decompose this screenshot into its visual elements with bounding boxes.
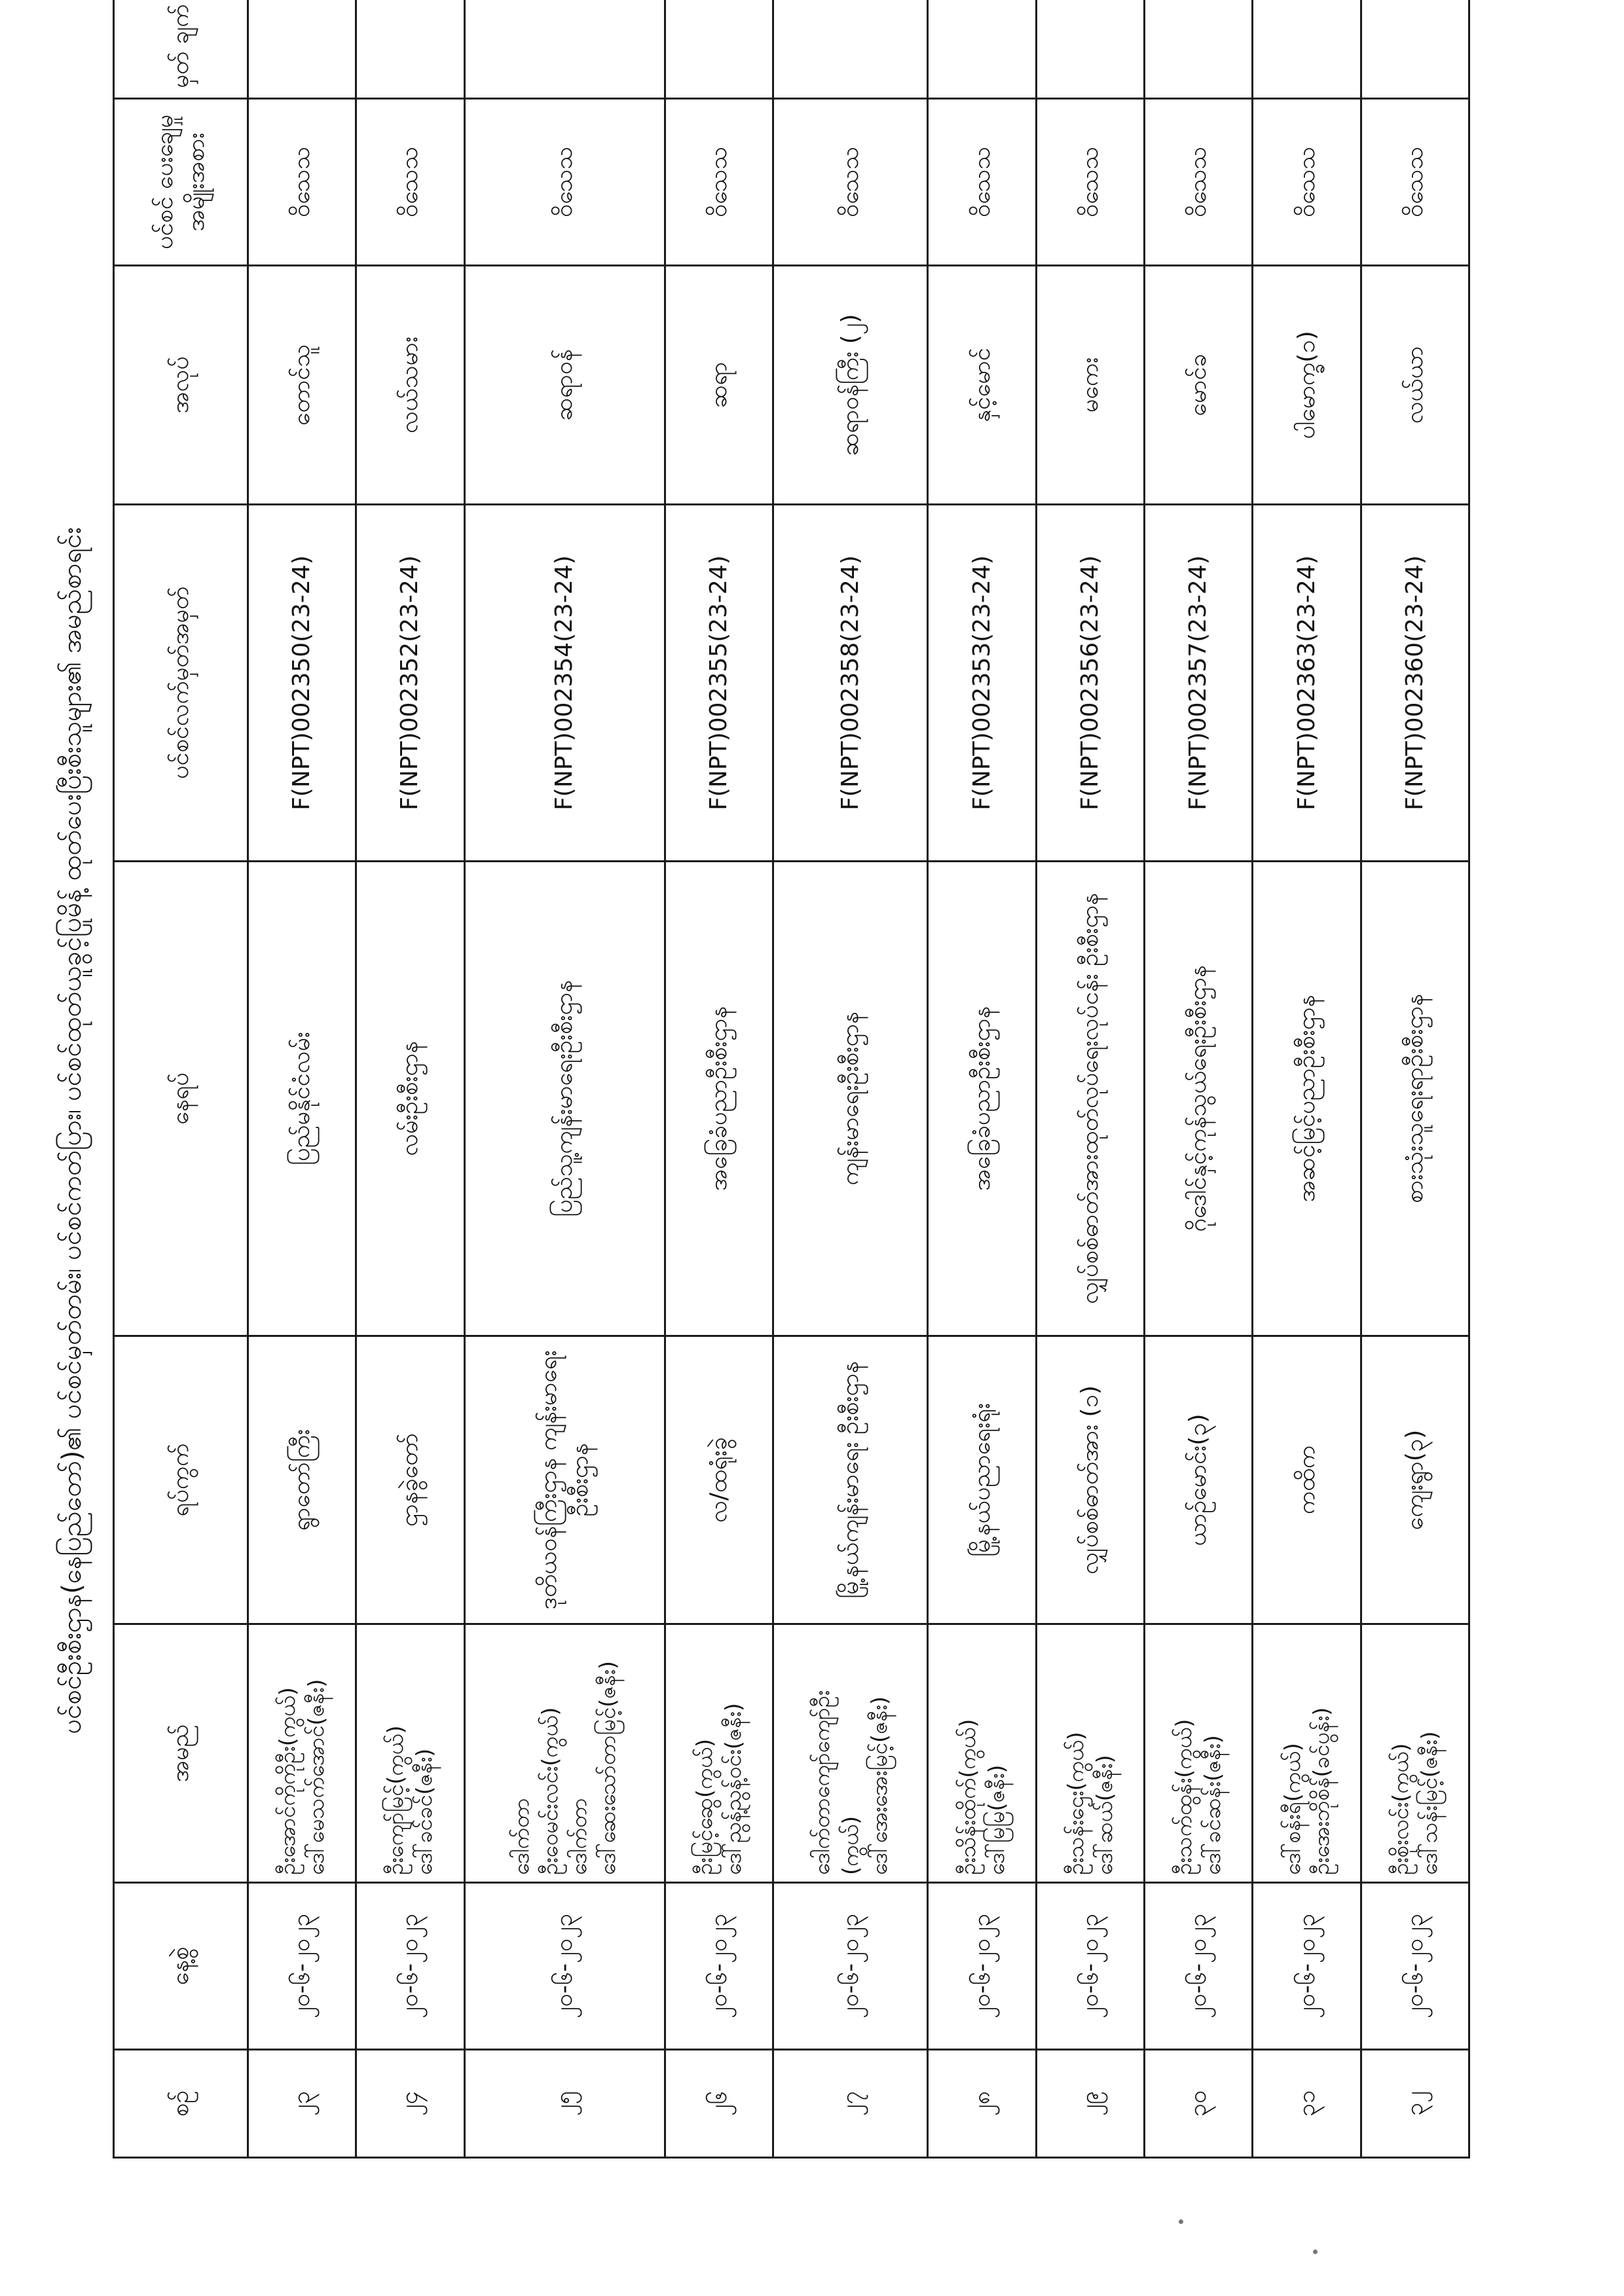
cell-date: ၂၀-၆-၂၀၂၃ [1361, 1883, 1469, 2050]
cell-no: ၂၅ [464, 2050, 665, 2158]
cell-name [1253, 1624, 1361, 1883]
table-row [356, 0, 464, 2158]
table-row [1253, 0, 1361, 2158]
cell-code: F(NPT)002352(23-24) [356, 505, 464, 862]
cell-no: ၂၉ [1036, 2050, 1144, 2158]
cell-ward: ရွာတော်ကြီး [248, 1336, 356, 1624]
table-body [248, 0, 1469, 2158]
cell-trade: မောင်ခ [1145, 266, 1253, 505]
cell-ward: လျှပ်စစ်ဓာတ်အား (၁) [1036, 1336, 1144, 1624]
header-period: ပင်စင် ပေးချေမှုအမျိုးအစား [114, 99, 248, 266]
cell-ward: ကထိက [1253, 1336, 1361, 1624]
cell-period: ဝိသေသ [665, 99, 773, 266]
person-name: (ကွယ်) [837, 1815, 863, 1875]
cell-no: ၃၀ [1145, 2050, 1253, 2158]
header-date: နေ့စွဲ [114, 1883, 248, 2050]
cell-address: ကျန်းမာရေးဦးစီးဌာန [773, 862, 928, 1336]
cell-remark [356, 0, 464, 99]
cell-date: ၂၀-၆-၂၀၂၃ [928, 1883, 1036, 2050]
header-ward: ရပ်ကွက် [114, 1336, 248, 1624]
cell-period: ဝိသေသ [248, 99, 356, 266]
cell-code: F(NPT)002358(23-24) [773, 505, 928, 862]
cell-remark [665, 0, 773, 99]
person-name: ဒေါ်ဆေးသော်တာမြင့်(ဇနီး) [595, 1661, 621, 1875]
cell-remark [1253, 0, 1361, 99]
cell-period: ဝိသေသ [1253, 99, 1361, 266]
person-name: ဒေါ်အေးအေးမြင့်(ဇနီး) [866, 1696, 892, 1875]
cell-code: F(NPT)002356(23-24) [1036, 505, 1144, 862]
cell-period: ဝိသေသ [773, 99, 928, 266]
cell-trade: မကေး [1036, 266, 1144, 505]
cell-remark [248, 0, 356, 99]
person-name: ဒေါ်ညွန့်ညွန့်ဝင်း(ဇနီး) [720, 1703, 747, 1875]
person-name: ဒေါက်တာ [566, 1798, 592, 1875]
person-name: ဒေါ်မေသက်အောင်(ဇနီး) [303, 1679, 329, 1875]
person-name: ဦးမြင့်ဆွေ(ကွယ်) [692, 1739, 718, 1875]
cell-date: ၂၀-၆-၂၀၂၃ [248, 1883, 356, 2050]
table-header-row [114, 0, 248, 2158]
person-name: ဦးသိန်းထိုက်(ကွယ်) [954, 1719, 980, 1875]
cell-trade: ဆရာ [665, 266, 773, 505]
cell-trade: တောင်သူ [248, 266, 356, 505]
cell-name [356, 1624, 464, 1883]
cell-date: ၂၀-၆-၂၀၂၃ [1145, 1883, 1253, 2050]
header-name: အမည် [114, 1624, 248, 1883]
scan-speck [1313, 2250, 1318, 2254]
cell-period: ဝိသေသ [356, 99, 464, 266]
cell-code: F(NPT)002350(23-24) [248, 505, 356, 862]
cell-period: ဝိသေသ [1036, 99, 1144, 266]
person-name: ဒေါက်တာ [508, 1798, 534, 1875]
cell-date: ၂၀-၆-၂၀၂၃ [356, 1883, 464, 2050]
cell-name [773, 1624, 928, 1883]
cell-date: ၂၀-၆-၂၀၂၃ [464, 1883, 665, 2050]
header-address: နေရပ် [114, 862, 248, 1336]
cell-ward: ကျေးရွာ(၃) [1361, 1336, 1469, 1624]
cell-remark [1361, 0, 1469, 99]
cell-address: ဂိုဒေါင်နှင့်ကုန်သွယ်ရေးဦးစီးဌာန [1145, 862, 1253, 1336]
pension-register-table [113, 0, 1470, 2159]
cell-no: ၂၈ [928, 2050, 1036, 2158]
table-row [248, 0, 356, 2158]
cell-trade: ပါမောက္ခ(၁) [1253, 266, 1361, 505]
person-name: ဒေါ်စန်းရီ(ကွယ်) [1279, 1743, 1305, 1875]
cell-no: ၂၆ [665, 2050, 773, 2158]
header-no: စဉ် [114, 2050, 248, 2158]
cell-no: ၂၃ [248, 2050, 356, 2158]
table-row [1036, 0, 1144, 2158]
cell-address: အခြေခံပညာဦးစီးဌာန [928, 862, 1036, 1336]
cell-trade: လယ်ယာ [1361, 266, 1469, 505]
cell-period: ဝိသေသ [1361, 99, 1469, 266]
scan-speck [1179, 2219, 1183, 2224]
cell-ward: ယာဉ်မောင်း(၃) [1145, 1336, 1253, 1624]
table-row [464, 0, 665, 2158]
table-row [1145, 0, 1253, 2158]
cell-name [1145, 1624, 1253, 1883]
cell-code: F(NPT)002355(23-24) [665, 505, 773, 862]
cell-trade: ဆရာဝန်ကြီး (၂) [773, 266, 928, 505]
cell-code: F(NPT)002353(23-24) [928, 505, 1036, 862]
cell-date: ၂၀-၆-၂၀၂၃ [1036, 1883, 1144, 2050]
cell-remark [928, 0, 1036, 99]
cell-ward: မြို့နယ်ကျန်းမာရေး ဦးစီးဌာန [773, 1336, 928, 1624]
cell-no: ၂၇ [773, 2050, 928, 2158]
cell-period: ဝိသေသ [928, 99, 1036, 266]
person-name: ဒေါ်ဆယ်(ဇနီး) [1091, 1755, 1117, 1875]
person-name: ဦးအေးဘိုစိန်(ခင်ပွန်း) [1308, 1707, 1334, 1875]
cell-no: ၃၂ [1361, 2050, 1469, 2158]
cell-address: ပြည်မနိုင်ငံလမ်း [248, 862, 356, 1336]
cell-name [248, 1624, 356, 1883]
cell-name [1036, 1624, 1144, 1883]
person-name: ဒေါ်ခင်ခင်(ဇနီး) [411, 1748, 437, 1875]
cell-period: ဝိသေသ [464, 99, 665, 266]
cell-name [665, 1624, 773, 1883]
table-row [1361, 0, 1469, 2158]
person-name: ဦးသက်ထွန်း(ကွယ်) [1171, 1719, 1197, 1875]
cell-period: ဝိသေသ [1145, 99, 1253, 266]
cell-no: ၂၄ [356, 2050, 464, 2158]
cell-no: ၃၁ [1253, 2050, 1361, 2158]
cell-trade: ဆရာဝန် [464, 266, 665, 505]
person-name: ဦးကျော်မြင့်(ကွယ်) [382, 1725, 409, 1875]
table-row [665, 0, 773, 2158]
document-title: ပင်စင်ဦးစီးဌာန(နေပြည်တော်)၏ ပင်စင်မှတ်တမ်း၊ ပင်စင်ကတ်ပြား၊ ပင်စင်ထုတ်ယူခွင့်ပြုမိန့် ထုတ်ပေးပြီးစီးသူများ၏ အမည်စာရင်း [57, 527, 87, 1734]
cell-name [1361, 1624, 1469, 1883]
cell-trade: လယ်သမား [356, 266, 464, 505]
cell-name [464, 1624, 665, 1883]
cell-remark [1036, 0, 1144, 99]
cell-address: လျှပ်စစ်ဓာတ်အားထုတ်လုပ်ရေးလုပ်ငန်း ဦးစီးဌာန [1036, 862, 1144, 1336]
person-name: ဒေါက်တာကျော်ကျော်ဦး [808, 1690, 834, 1875]
table-row [773, 0, 928, 2158]
cell-ward: မြို့နယ်ပညာရေးရုံး [928, 1336, 1036, 1624]
cell-name [928, 1624, 1036, 1883]
person-name: ဦးသန်းဌေး(ကွယ်) [1062, 1732, 1088, 1875]
cell-date: ၂၀-၆-၂၀၂၃ [773, 1883, 928, 2050]
cell-code: F(NPT)002363(23-24) [1253, 505, 1361, 862]
cell-ward: လ/ထရုံးခွဲ [665, 1336, 773, 1624]
cell-code: F(NPT)002357(23-24) [1145, 505, 1253, 862]
cell-remark [773, 0, 928, 99]
cell-address: အခြေခံပညာဦးစီးဌာန [665, 862, 773, 1336]
person-name: ဦးဝေမင်းလင်း(ကွယ်) [537, 1707, 563, 1875]
cell-ward: ဌာနခွဲတော် [356, 1336, 464, 1624]
cell-date: ၂၀-၆-၂၀၂၃ [1253, 1883, 1361, 2050]
person-name: ဦးအောင်ကိုကိုဦး(ကွယ်) [274, 1687, 301, 1875]
cell-address: အဆင့်မြင့်ပညာဦးစီးဌာန [1253, 862, 1361, 1336]
cell-ward: ဒုတိယဝန်ကြီးဌာန ကျန်းမာရေးဦးစီးဌာန [464, 1336, 665, 1624]
cell-remark [464, 0, 665, 99]
person-name: ဒေါ်မြမြ(ဇနီး) [983, 1764, 1009, 1875]
cell-address: စားသုံးသူရေးရာဦးစီးဌာန [1361, 862, 1469, 1336]
header-trade: အလုပ် [114, 266, 248, 505]
person-name: ဒေါ်ခင်ဆန်း(ဇနီး) [1200, 1735, 1226, 1875]
cell-trade: နှင့်မောင် [928, 266, 1036, 505]
cell-code: F(NPT)002360(23-24) [1361, 505, 1469, 862]
cell-address: လမ်းဦးစီးဌာန [356, 862, 464, 1336]
header-code: ပင်စင်လက်မှတ်အမှတ် [114, 505, 248, 862]
person-name: ဦးစိုးလင်း(ကွယ်) [1387, 1743, 1413, 1875]
table-row [928, 0, 1036, 2158]
cell-code: F(NPT)002354(23-24) [464, 505, 665, 862]
cell-remark [1145, 0, 1253, 99]
cell-date: ၂၀-၆-၂၀၂၃ [665, 1883, 773, 2050]
person-name: ဒေါ်သန်းမြင့်(ဇနီး) [1416, 1731, 1442, 1875]
cell-address: ပြည်သူ့ကျန်းမာရေးဦးစီးဌာန [464, 862, 665, 1336]
header-remark: မှတ် ချက် [114, 0, 248, 99]
